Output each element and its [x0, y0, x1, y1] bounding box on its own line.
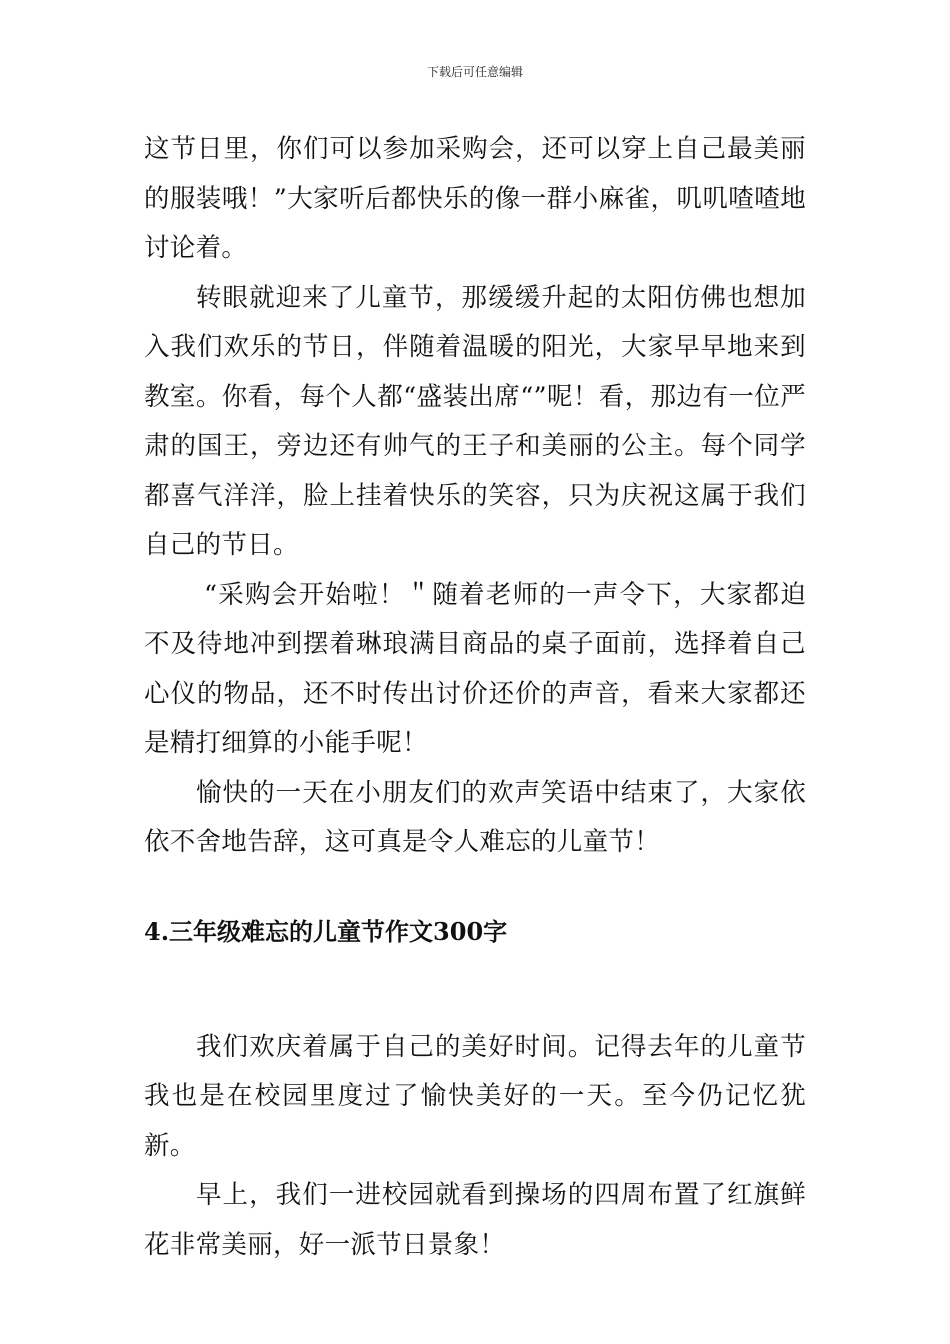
page-header-note: 下载后可任意编辑 [426, 65, 523, 79]
paragraph-continuation: 这节日里，你们可以参加采购会，还可以穿上自己最美丽的服装哦！”大家听后都快乐的像一群小麻雀，叽叽喳喳地讨论着。 [144, 134, 806, 263]
paragraph-morning-campus: 早上，我们一进校园就看到操场的四周布置了红旗鲜花非常美丽，好一派节日景象！ [144, 1180, 806, 1260]
paragraph-intro: 我们欢庆着属于自己的美好时间。记得去年的儿童节我也是在校园里度过了愉快美好的一天。至今仍记忆犹新。 [144, 1031, 806, 1161]
paragraph-ending: 愉快的一天在小朋友们的欢声笑语中结束了，大家依依不舍地告辞，这可真是令人难忘的儿童节！ [144, 777, 806, 857]
section-heading: 4.三年级难忘的儿童节作文300字 [144, 916, 508, 946]
paragraph-shopping-fair: “采购会开始啦！＂随着老师的一声令下，大家都迫不及待地冲到摆着琳琅满目商品的桌子面前，选择着自己心仪的物品，还不时传出讨价还价的声音，看来大家都还是精打细算的小能手呢！ [144, 579, 806, 758]
document-body [144, 125, 806, 1270]
paragraph-childrens-day-morning: 转眼就迎来了儿童节，那缓缓升起的太阳仿佛也想加入我们欢乐的节日，伴随着温暖的阳光，大家早早地来到教室。你看，每个人都“盛装出席“”呢！看，那边有一位严肃的国王，旁边还有帅气的王子和美丽的公主。每个同学都喜气洋洋，脸上挂着快乐的笑容，只为庆祝这属于我们自己的节日。 [144, 282, 806, 560]
